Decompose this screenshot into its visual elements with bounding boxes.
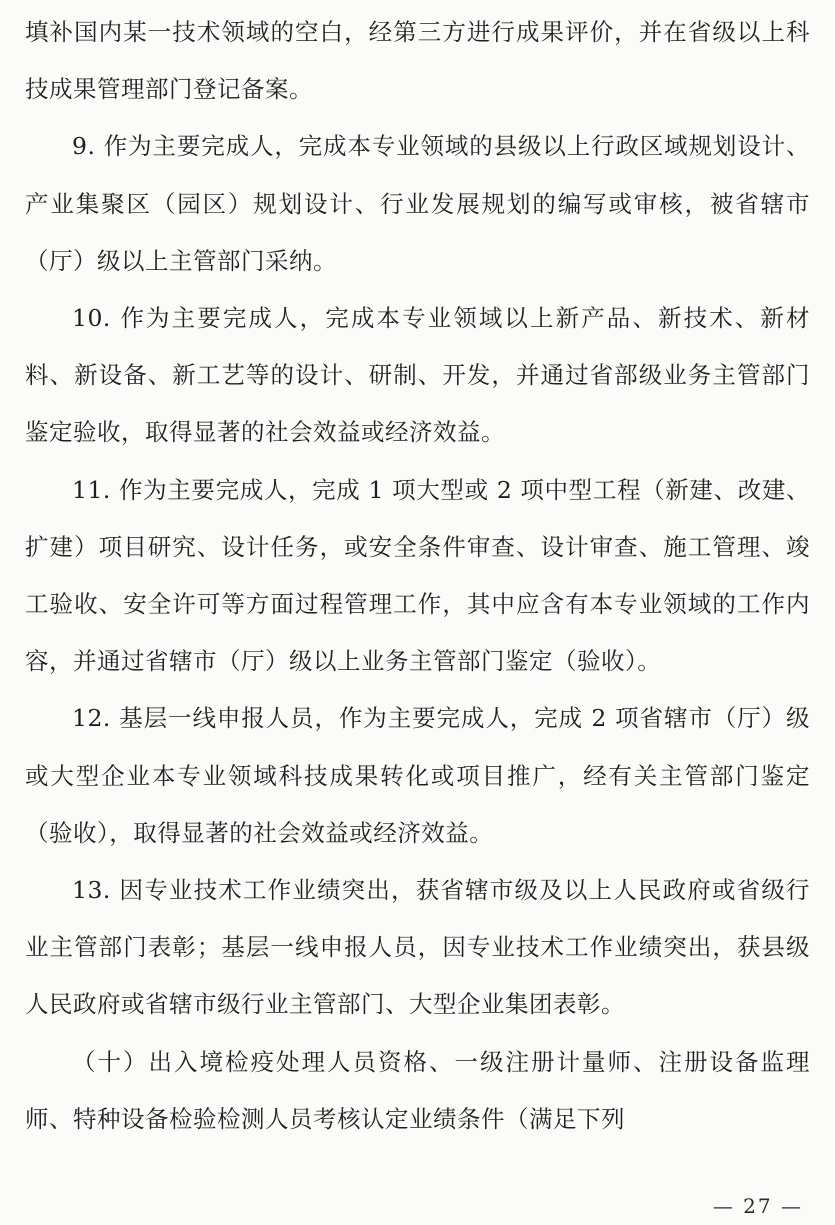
paragraph-item-13: 13. 因专业技术工作业绩突出，获省辖市级及以上人民政府或省级行业主管部门表彰；基层一线申报人员，因专业技术工作业绩突出，获县级人民政府或省辖市级行业主管部门、大型企业集团表彰。 — [25, 876, 810, 1019]
paragraph-item-10: 10. 作为主要完成人，完成本专业领域以上新产品、新技术、新材料、新设备、新工艺等的设计、研制、开发，并通过省部级业务主管部门鉴定验收，取得显著的社会效益或经济效益。 — [25, 304, 810, 447]
paragraph-continuation: 填补国内某一技术领域的空白，经第三方进行成果评价，并在省级以上科技成果管理部门登记备案。 — [25, 18, 810, 104]
document-body — [25, 4, 810, 1148]
paragraph-item-12: 12. 基层一线申报人员，作为主要完成人，完成 2 项省辖市（厅）级或大型企业本专业领域科技成果转化或项目推广，经有关主管部门鉴定（验收），取得显著的社会效益或经济效益。 — [25, 704, 810, 847]
section-heading-10: （十）出入境检疫处理人员资格、一级注册计量师、注册设备监理师、特种设备检验检测人员考核认定业绩条件（满足下列 — [25, 1047, 810, 1133]
paragraph-item-9: 9. 作为主要完成人，完成本专业领域的县级以上行政区域规划设计、产业集聚区（园区）规划设计、行业发展规划的编写或审核，被省辖市（厅）级以上主管部门采纳。 — [25, 132, 810, 275]
paragraph-item-11: 11. 作为主要完成人，完成 1 项大型或 2 项中型工程（新建、改建、扩建）项目研究、设计任务，或安全条件审查、设计审查、施工管理、竣工验收、安全许可等方面过程管理工作，其中应含有本专业领域的工作内容，并通过省辖市（厅）级以上业务主管部门鉴定（验收）。 — [25, 475, 810, 676]
page-number: — 27 — — [712, 1194, 803, 1218]
